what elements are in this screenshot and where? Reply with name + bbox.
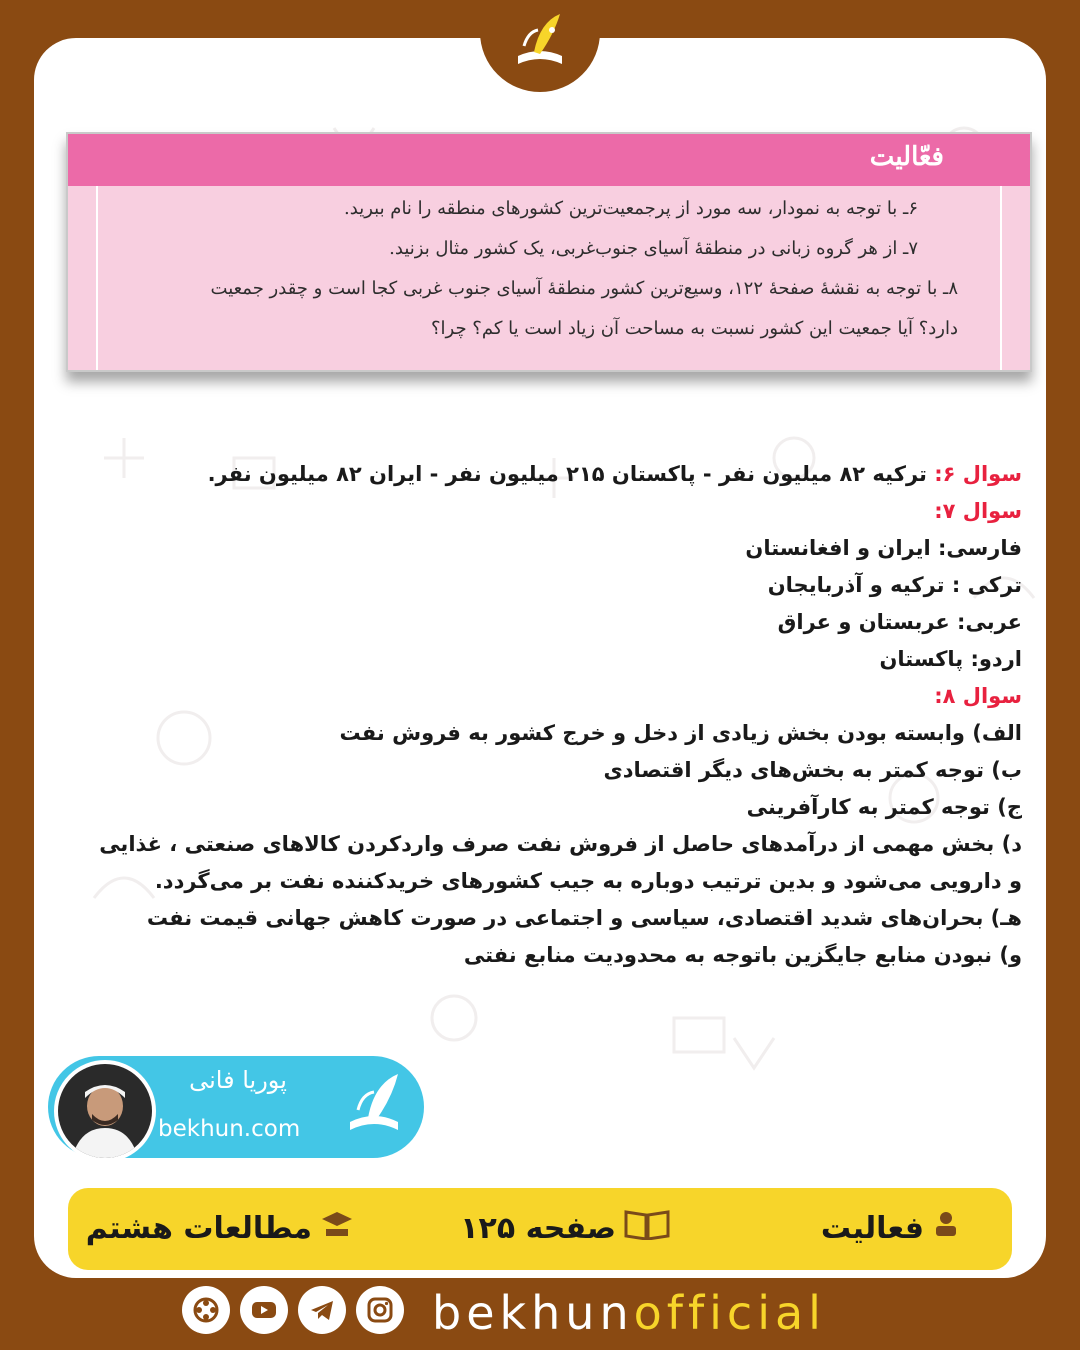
book-icon — [624, 1208, 670, 1248]
footer-page — [460, 1206, 670, 1250]
answer-line: اردو: پاکستان — [879, 647, 1022, 671]
author-name: پوریا فانی — [189, 1066, 287, 1094]
youtube-icon[interactable] — [240, 1286, 288, 1334]
avatar-icon — [58, 1064, 152, 1158]
answer-label: سوال ۷: — [934, 499, 1022, 523]
footer-page-label: صفحه ۱۲۵ — [460, 1210, 616, 1246]
answer-label: سوال ۶: — [934, 462, 1022, 486]
answer-line: هـ) بحران‌های شدید اقتصادی، سیاسی و اجتماعی در صورت کاهش جهانی قیمت نفت — [146, 906, 1022, 930]
activity-header — [68, 134, 1030, 186]
answer-text: ترکیه ۸۲ میلیون نفر - پاکستان ۲۱۵ میلیون نفر - ایران ۸۲ میلیون نفر. — [207, 462, 935, 486]
bekhun-logo-icon — [336, 1066, 416, 1146]
author-avatar — [54, 1060, 156, 1162]
answer-line: و دارویی می‌شود و بدین ترتیب دوباره به جیب کشورهای خریدکننده نفت بر می‌گردد. — [154, 869, 1022, 893]
telegram-icon[interactable] — [298, 1286, 346, 1334]
answers-section — [42, 456, 1022, 974]
activity-margin-rule — [1000, 186, 1002, 370]
answer-line: الف) وابسته بودن بخش زیادی از دخل و خرج کشور به فروش نفت — [339, 721, 1022, 745]
answer-line: د) بخش مهمی از درآمدهای حاصل از فروش نفت صرف واردکردن کالاهای صنعتی ، غذایی — [99, 832, 1022, 856]
instagram-icon[interactable] — [356, 1286, 404, 1334]
answer-line: ترکی : ترکیه و آذربایجان — [767, 573, 1022, 597]
social-links — [182, 1286, 404, 1342]
answer-line: و) نبودن منابع جایگزین باتوجه به محدودیت منابع نفتی — [463, 943, 1022, 967]
bekhun-logo-icon — [500, 4, 580, 84]
teacher-icon — [932, 1210, 960, 1246]
answer-line: عربی: عربستان و عراق — [777, 610, 1022, 634]
brand-wordmark — [432, 1286, 826, 1340]
answer-line: فارسی: ایران و افغانستان — [745, 536, 1022, 560]
footer-activity-label: فعالیت — [820, 1210, 924, 1246]
textbook-activity-box — [66, 132, 1032, 372]
activity-question-6: ۶ـ با توجه به نمودار، سه مورد از پرجمعیت‌ترین کشورهای منطقه را نام ببرید. — [344, 198, 918, 219]
brand-part-1: bekhun — [432, 1286, 634, 1340]
activity-question-7: ۷ـ از هر گروه زبانی در منطقهٔ آسیای جنوب‌غربی، یک کشور مثال بزنید. — [389, 238, 918, 259]
activity-title: فعّالیت — [869, 142, 944, 172]
author-site-link[interactable]: bekhun.com — [158, 1116, 301, 1142]
answer-label: سوال ۸: — [934, 684, 1022, 708]
brand-part-2: official — [633, 1286, 826, 1340]
answer-6 — [42, 456, 1022, 493]
footer-activity — [821, 1206, 960, 1250]
footer-subject-label: مطالعات هشتم — [85, 1210, 312, 1246]
activity-margin-rule — [96, 186, 98, 370]
activity-question-8-cont: دارد؟ آیا جمعیت این کشور نسبت به مساحت آن زیاد است یا کم؟ چرا؟ — [430, 318, 958, 339]
answer-line: ج) توجه کمتر به کارآفرینی — [746, 795, 1022, 819]
footer-subject — [86, 1206, 354, 1250]
aparat-icon[interactable] — [182, 1286, 230, 1334]
activity-question-8: ۸ـ با توجه به نقشهٔ صفحهٔ ۱۲۲، وسیع‌ترین کشور منطقهٔ آسیای جنوب غربی کجا است و چقدر جمعیت — [210, 278, 958, 299]
answer-line: ب) توجه کمتر به بخش‌های دیگر اقتصادی — [603, 758, 1022, 782]
graduation-cap-icon — [320, 1209, 354, 1247]
